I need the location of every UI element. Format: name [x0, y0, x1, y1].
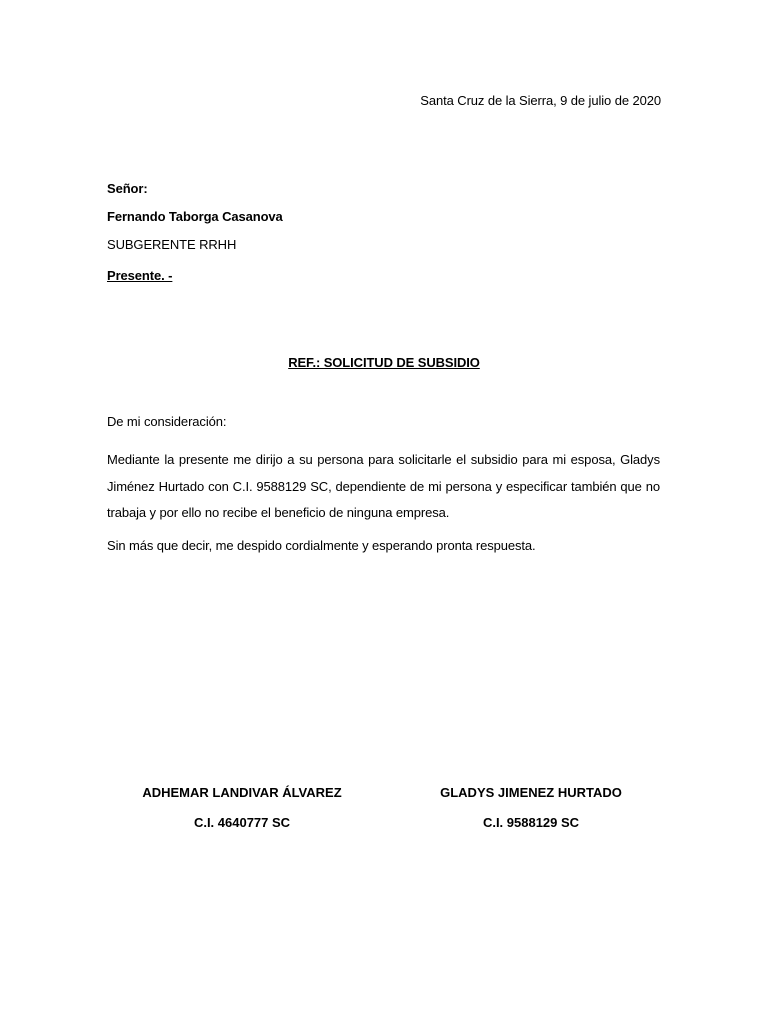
- signature-block-right: [401, 785, 661, 831]
- body-paragraph: Mediante la presente me dirijo a su persona para solicitarle el subsidio para mi esposa, Gladys Jiménez Hurtado con C.I. 9588129 SC, dependiente de mi persona y especificar también que no trabaja y por ello no recibe el beneficio de ninguna empresa.: [107, 452, 660, 520]
- signature-name: ADHEMAR LANDIVAR ÁLVAREZ: [142, 785, 342, 800]
- signature-name: GLADYS JIMENEZ HURTADO: [440, 785, 622, 800]
- signature-ci: C.I. 4640777 SC: [193, 815, 291, 830]
- signature-block-left: [112, 785, 372, 831]
- presente-line: Presente. -: [107, 268, 173, 283]
- signature-ci: C.I. 9588129 SC: [482, 815, 580, 830]
- closing-line: Sin más que decir, me despido cordialmente y esperando pronta respuesta.: [107, 538, 536, 553]
- recipient-title: SUBGERENTE RRHH: [107, 237, 237, 252]
- recipient-name: Fernando Taborga Casanova: [107, 209, 283, 224]
- salutation: Señor:: [107, 181, 148, 196]
- date-line: Santa Cruz de la Sierra, 9 de julio de 2020: [420, 93, 661, 108]
- greeting: De mi consideración:: [107, 414, 227, 429]
- reference-line: REF.: SOLICITUD DE SUBSIDIO: [288, 355, 480, 370]
